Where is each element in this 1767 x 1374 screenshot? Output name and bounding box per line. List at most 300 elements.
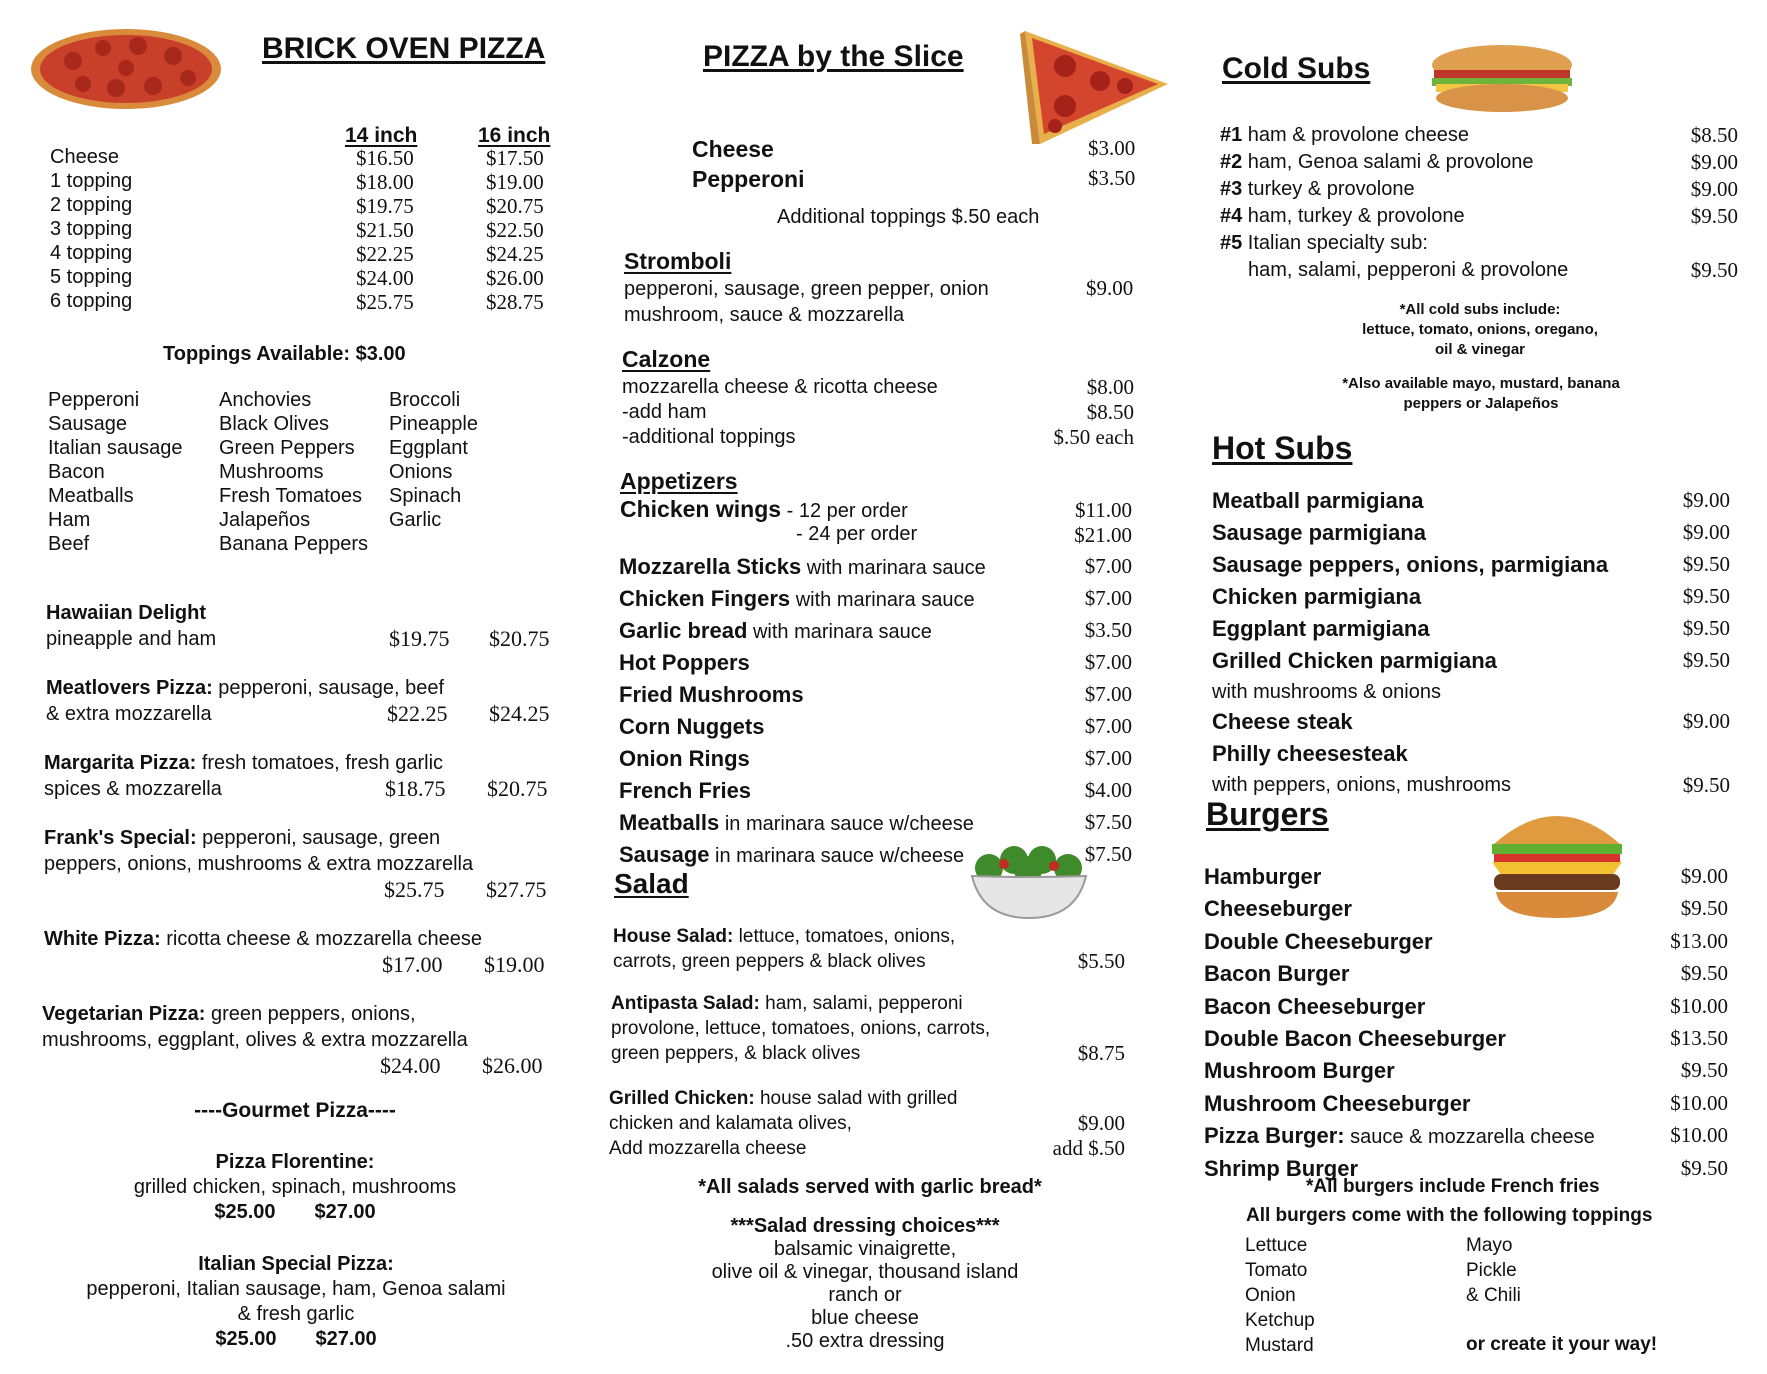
- burger-topping: Tomato: [1245, 1260, 1308, 1281]
- appetizer-item: [619, 616, 1132, 648]
- gourmet-desc: pepperoni, Italian sausage, ham, Genoa salami: [86, 1278, 506, 1300]
- price-16: $20.75: [487, 776, 548, 801]
- appetizer-list: [619, 552, 1132, 872]
- salad-desc: house salad with grilled: [754, 1088, 958, 1109]
- appetizer-price: $7.50: [1084, 810, 1132, 834]
- hot-sub-name: Grilled Chicken parmigiana: [1212, 648, 1497, 673]
- cold-sub-price: $8.50: [1690, 123, 1738, 147]
- toppings-column-3: [389, 388, 478, 532]
- cold-sub-price: $9.50: [1690, 204, 1738, 228]
- burger-toppings-left: [1245, 1233, 1315, 1358]
- burger-item: [1204, 894, 1728, 926]
- salad-desc: chicken and kalamata olives,: [609, 1113, 852, 1134]
- appetizer-price: $3.50: [1084, 618, 1132, 642]
- burger-topping: Pickle: [1466, 1260, 1517, 1281]
- wings-option: - 12 per order: [781, 500, 908, 522]
- calzone-text: -add ham: [622, 401, 707, 423]
- burgers-list: [1204, 862, 1728, 1186]
- sub-sandwich-image: [1428, 40, 1576, 116]
- topping-item: Meatballs: [48, 485, 134, 507]
- hot-sub-name: Sausage parmigiana: [1212, 520, 1426, 545]
- hot-subs-title: Hot Subs: [1212, 430, 1353, 466]
- burger-toppings-right: [1466, 1233, 1521, 1308]
- salad-name: Antipasta Salad:: [611, 993, 760, 1014]
- cold-sub-name: Italian specialty sub:: [1242, 232, 1428, 254]
- price-16: $20.75: [486, 194, 544, 218]
- salad-price: $8.75: [1077, 1041, 1125, 1065]
- hot-sub-name: Sausage peppers, onions, parmigiana: [1212, 552, 1609, 577]
- burger-name: Cheeseburger: [1204, 896, 1352, 922]
- burger-price: $10.00: [1670, 1090, 1728, 1115]
- size-name: 3 topping: [50, 218, 133, 240]
- dressing-item: blue cheese: [811, 1307, 919, 1329]
- burger-name: Double Bacon Cheeseburger: [1204, 1026, 1506, 1052]
- appetizer-item: [619, 584, 1132, 616]
- cold-sub-name: ham & provolone cheese: [1242, 124, 1470, 146]
- burger-topping: Mustard: [1245, 1335, 1314, 1356]
- appetizer-price: $4.00: [1084, 778, 1132, 802]
- price-14: $18.00: [356, 170, 414, 194]
- burgers-title: Burgers: [1206, 796, 1329, 832]
- calzone-row: [622, 375, 1134, 400]
- appetizer-name: Corn Nuggets: [619, 714, 765, 739]
- calzone-title: Calzone: [622, 346, 711, 372]
- appetizer-item: [619, 840, 1132, 872]
- appetizer-item: [619, 648, 1132, 680]
- price-16: $26.00: [486, 266, 544, 290]
- burger-note-fries: *All burgers include French fries: [1306, 1176, 1600, 1197]
- salad-desc: green peppers, & black olives: [611, 1043, 861, 1064]
- calzone-text: mozzarella cheese & ricotta cheese: [622, 376, 938, 398]
- topping-item: Sausage: [48, 413, 127, 435]
- cold-sub-item: [1220, 149, 1738, 176]
- toppings-column-1: [48, 388, 183, 556]
- wings-item: [620, 496, 1132, 550]
- note-line: lettuce, tomato, onions, oregano,: [1362, 321, 1598, 338]
- cold-sub-number: #2: [1220, 151, 1243, 173]
- gourmet-desc: grilled chicken, spinach, mushrooms: [133, 1176, 457, 1198]
- burger-note-toppings: All burgers come with the following toppings: [1246, 1205, 1653, 1226]
- stromboli-line: pepperoni, sausage, green pepper, onion: [624, 278, 989, 300]
- burger-item: [1204, 1056, 1728, 1088]
- cold-subs-extras-note: [1296, 374, 1666, 414]
- calzone-text: -additional toppings: [622, 426, 796, 448]
- appetizer-name: French Fries: [619, 778, 752, 803]
- create-your-own: or create it your way!: [1466, 1334, 1658, 1355]
- topping-item: Green Peppers: [219, 437, 355, 459]
- appetizer-price: $7.00: [1084, 554, 1132, 578]
- dressing-box: [620, 1215, 1110, 1353]
- price-14: $22.25: [387, 701, 448, 726]
- hot-sub-item: [1212, 614, 1730, 646]
- toppings-title: Toppings Available: $3.00: [163, 343, 406, 365]
- cold-subs-note: [1320, 300, 1640, 360]
- price-16: $24.25: [486, 242, 544, 266]
- topping-item: Eggplant: [389, 437, 468, 459]
- burger-name: Bacon Burger: [1204, 961, 1350, 987]
- price-16: $19.00: [486, 170, 544, 194]
- gourmet-desc: & fresh garlic: [237, 1303, 355, 1325]
- size-row: [50, 218, 570, 242]
- stromboli-line: mushroom, sauce & mozzarella: [624, 304, 905, 326]
- stromboli-price: $9.00: [1086, 276, 1134, 300]
- slice-cheese-price: $3.00: [1088, 136, 1136, 160]
- specialty-margarita: [44, 750, 564, 802]
- hot-subs-list: [1212, 486, 1730, 801]
- salad-grilled-chicken: [609, 1086, 1125, 1161]
- toppings-column-2: [219, 388, 368, 556]
- burger-price: $10.00: [1670, 1123, 1728, 1148]
- topping-item: Italian sausage: [48, 437, 183, 459]
- slice-pepperoni-price: $3.50: [1088, 166, 1136, 190]
- gourmet-name: Italian Special Pizza:: [198, 1253, 394, 1275]
- cold-sub-item: [1220, 230, 1738, 257]
- appetizer-item: [619, 680, 1132, 712]
- hot-sub-price: $9.50: [1682, 616, 1730, 640]
- gourmet-name: Pizza Florentine:: [215, 1151, 375, 1173]
- hot-sub-name: Cheese steak: [1212, 709, 1353, 734]
- burger-name: Pizza Burger:: [1204, 1123, 1345, 1149]
- salad-title: Salad: [614, 868, 689, 899]
- topping-item: Beef: [48, 533, 90, 555]
- price-14: $18.75: [385, 776, 446, 801]
- hot-sub-price: $9.50: [1682, 584, 1730, 608]
- specialty-desc: fresh tomatoes, fresh garlic: [196, 752, 444, 774]
- salad-price-addon: add $.50: [1052, 1136, 1125, 1160]
- cold-sub-number: #3: [1220, 178, 1243, 200]
- appetizer-item: [619, 808, 1132, 840]
- calzone-price: $8.50: [1086, 400, 1134, 424]
- brick-oven-title: BRICK OVEN PIZZA: [262, 32, 546, 65]
- appetizer-price: $7.50: [1084, 842, 1132, 866]
- salad-desc: provolone, lettuce, tomatoes, onions, carrots,: [611, 1018, 991, 1039]
- hot-sub-price: $9.00: [1682, 709, 1730, 733]
- price-16: $28.75: [486, 290, 544, 314]
- burger-price: $9.50: [1680, 1155, 1728, 1180]
- hot-sub-desc: with mushrooms & onions: [1212, 681, 1441, 703]
- price-16: $17.50: [486, 146, 544, 170]
- burger-name: Mushroom Cheeseburger: [1204, 1090, 1471, 1116]
- appetizer-name: Hot Poppers: [619, 650, 750, 675]
- topping-item: Bacon: [48, 461, 105, 483]
- hot-sub-name: Meatball parmigiana: [1212, 488, 1424, 513]
- appetizer-name: Garlic bread: [619, 618, 748, 643]
- calzone-row: [622, 400, 1134, 425]
- topping-item: Anchovies: [219, 389, 312, 411]
- hot-sub-name: Eggplant parmigiana: [1212, 616, 1430, 641]
- burger-item: [1204, 1121, 1728, 1153]
- size-row: [50, 146, 570, 170]
- slice-cheese: Cheese: [692, 136, 774, 162]
- slice-pepperoni: Pepperoni: [692, 166, 805, 192]
- specialty-white: [44, 926, 574, 980]
- specialty-name: Hawaiian Delight: [46, 602, 207, 624]
- price-16: $20.75: [489, 626, 550, 651]
- appetizer-name: Meatballs: [619, 810, 720, 835]
- price-16: $27.00: [315, 1328, 377, 1350]
- gourmet-florentine: [60, 1150, 530, 1225]
- appetizer-price: $7.00: [1084, 650, 1132, 674]
- size-name: 1 topping: [50, 170, 133, 192]
- wings-price: $21.00: [1074, 523, 1132, 547]
- calzone-price: $.50 each: [1053, 425, 1134, 449]
- price-14: $25.00: [214, 1201, 276, 1223]
- appetizer-name: Sausage: [619, 842, 710, 867]
- salad-name: House Salad:: [613, 926, 734, 947]
- salad-desc: ham, salami, pepperoni: [759, 993, 963, 1014]
- burger-name: Hamburger: [1204, 864, 1322, 889]
- size-row: [50, 170, 570, 194]
- cold-sub-number: #4: [1220, 205, 1243, 227]
- appetizer-desc: with marinara sauce: [801, 557, 986, 579]
- appetizer-desc: in marinara sauce w/cheese: [709, 845, 965, 867]
- size-row: [50, 194, 570, 218]
- topping-item: Garlic: [389, 509, 442, 531]
- burger-price: $9.50: [1680, 961, 1728, 986]
- topping-item: Broccoli: [389, 389, 461, 411]
- cold-sub-number: #1: [1220, 124, 1243, 146]
- specialty-name: White Pizza:: [44, 928, 161, 950]
- pizza-slice-image: [1020, 26, 1172, 148]
- burger-desc: sauce & mozzarella cheese: [1344, 1126, 1595, 1149]
- appetizer-item: [619, 712, 1132, 744]
- burger-item: [1204, 959, 1728, 991]
- burger-topping: Onion: [1245, 1285, 1296, 1306]
- topping-item: Pepperoni: [48, 389, 140, 411]
- appetizer-name: Mozzarella Sticks: [619, 554, 802, 579]
- specialty-desc: spices & mozzarella: [44, 778, 222, 800]
- hot-sub-item: [1212, 486, 1730, 518]
- price-16: $19.00: [484, 952, 545, 977]
- specialty-name: Margarita Pizza:: [44, 752, 197, 774]
- price-14: $16.50: [356, 146, 414, 170]
- price-16: $24.25: [489, 701, 550, 726]
- salad-house: [613, 924, 1125, 974]
- appetizer-desc: with marinara sauce: [747, 621, 932, 643]
- price-16: $26.00: [482, 1053, 543, 1078]
- burger-price: $9.00: [1680, 864, 1728, 888]
- size-row: [50, 242, 570, 266]
- burger-item: [1204, 862, 1728, 894]
- dressing-title: ***Salad dressing choices***: [730, 1215, 1000, 1237]
- hot-sub-item: [1212, 550, 1730, 582]
- cold-sub-price: $9.00: [1690, 150, 1738, 174]
- hot-sub-price: $9.50: [1682, 773, 1730, 797]
- note-line: *All cold subs include:: [1399, 301, 1561, 318]
- salad-desc: Add mozzarella cheese: [609, 1138, 807, 1159]
- size-name: 5 topping: [50, 266, 133, 288]
- hot-sub-price: $9.00: [1682, 488, 1730, 512]
- appetizer-price: $7.00: [1084, 714, 1132, 738]
- appetizer-item: [619, 552, 1132, 584]
- size-price-table: [50, 146, 570, 314]
- slice-note: Additional toppings $.50 each: [777, 206, 1040, 228]
- cold-sub-name: ham, Genoa salami & provolone: [1242, 151, 1534, 173]
- appetizer-price: $7.00: [1084, 586, 1132, 610]
- topping-item: Jalapeños: [219, 509, 311, 531]
- specialty-vegetarian: [42, 1001, 572, 1081]
- hot-sub-name: Philly cheesesteak: [1212, 741, 1408, 766]
- hot-sub-name: Chicken parmigiana: [1212, 584, 1422, 609]
- burger-name: Bacon Cheeseburger: [1204, 993, 1426, 1019]
- burger-price: $13.00: [1670, 928, 1728, 953]
- burger-price: $9.50: [1680, 1058, 1728, 1083]
- price-14: $22.25: [356, 242, 414, 266]
- note-line: *Also available mayo, mustard, banana: [1342, 375, 1620, 392]
- topping-item: Banana Peppers: [219, 533, 369, 555]
- cold-sub-price: $9.00: [1690, 177, 1738, 201]
- hot-sub-price: $9.00: [1682, 520, 1730, 544]
- appetizer-price: $7.00: [1084, 682, 1132, 706]
- appetizer-desc: with marinara sauce: [790, 589, 975, 611]
- specialty-name: Vegetarian Pizza:: [42, 1003, 206, 1025]
- stromboli-title: Stromboli: [624, 248, 732, 274]
- topping-item: Spinach: [389, 485, 462, 507]
- cold-sub-name: turkey & provolone: [1242, 178, 1415, 200]
- salad-price: $9.00: [1077, 1111, 1125, 1135]
- cold-sub-item: [1220, 257, 1738, 284]
- salad-desc: lettuce, tomatoes, onions,: [733, 926, 956, 947]
- salad-desc: carrots, green peppers & black olives: [613, 951, 926, 972]
- size-name: Cheese: [50, 146, 119, 168]
- size-name: 2 topping: [50, 194, 133, 216]
- appetizer-name: Fried Mushrooms: [619, 682, 804, 707]
- specialty-desc: peppers, onions, mushrooms & extra mozzarella: [44, 853, 474, 875]
- burger-price: $13.50: [1670, 1026, 1728, 1051]
- specialty-name: Frank's Special:: [44, 827, 197, 849]
- price-16: $22.50: [486, 218, 544, 242]
- price-14: $17.00: [382, 952, 443, 977]
- hot-sub-item: [1212, 739, 1730, 771]
- topping-item: Mushrooms: [219, 461, 324, 483]
- burger-topping: Ketchup: [1245, 1310, 1315, 1331]
- salad-price: $5.50: [1077, 949, 1125, 973]
- size-row: [50, 290, 570, 314]
- burger-item: [1204, 927, 1728, 959]
- burger-name: Shrimp Burger: [1204, 1155, 1359, 1181]
- price-14: $24.00: [356, 266, 414, 290]
- wings-option: - 24 per order: [796, 523, 918, 545]
- size-row: [50, 266, 570, 290]
- size-name: 4 topping: [50, 242, 133, 264]
- calzone-price: $8.00: [1086, 375, 1134, 399]
- cold-subs-title: Cold Subs: [1222, 52, 1371, 85]
- price-14: $24.00: [380, 1053, 441, 1078]
- specialty-hawaiian: [46, 600, 566, 652]
- cold-sub-item: [1220, 176, 1738, 203]
- price-16: $27.75: [486, 877, 547, 902]
- price-14: $19.75: [389, 626, 450, 651]
- specialty-desc: & extra mozzarella: [46, 703, 212, 725]
- cold-sub-number: #5: [1220, 232, 1243, 254]
- burger-name: Mushroom Burger: [1204, 1058, 1395, 1084]
- size-header-16: 16 inch: [478, 124, 551, 147]
- appetizer-name: Chicken Fingers: [619, 586, 791, 611]
- specialty-meatlovers: [46, 675, 566, 727]
- dressing-item: .50 extra dressing: [785, 1330, 945, 1352]
- specialty-desc: mushrooms, eggplant, olives & extra mozzarella: [42, 1029, 468, 1051]
- gourmet-title: ----Gourmet Pizza----: [194, 1099, 396, 1122]
- burger-price: $9.50: [1680, 896, 1728, 921]
- specialty-desc: pepperoni, sausage, beef: [212, 677, 445, 699]
- price-14: $19.75: [356, 194, 414, 218]
- topping-item: Onions: [389, 461, 453, 483]
- specialty-desc: ricotta cheese & mozzarella cheese: [160, 928, 482, 950]
- hot-sub-item: [1212, 707, 1730, 739]
- hot-sub-desc: with peppers, onions, mushrooms: [1212, 774, 1512, 796]
- topping-item: Ham: [48, 509, 91, 531]
- pizza-image: [28, 26, 224, 112]
- hot-sub-item: [1212, 518, 1730, 550]
- stromboli-desc: [624, 276, 989, 328]
- cold-sub-name: ham, salami, pepperoni & provolone: [1248, 259, 1569, 281]
- wings-price: $11.00: [1075, 498, 1132, 522]
- cold-sub-item: [1220, 122, 1738, 149]
- calzone-list: [622, 375, 1134, 450]
- specialty-name: Meatlovers Pizza:: [46, 677, 213, 699]
- dressing-item: balsamic vinaigrette,: [773, 1238, 957, 1260]
- hot-sub-item: [1212, 646, 1730, 678]
- burger-item: [1204, 1024, 1728, 1056]
- slice-title: PIZZA by the Slice: [703, 40, 964, 73]
- hot-sub-price: $9.50: [1682, 552, 1730, 576]
- note-line: oil & vinegar: [1434, 341, 1526, 358]
- salad-antipasta: [611, 991, 1125, 1066]
- price-14: $21.50: [356, 218, 414, 242]
- size-header-14: 14 inch: [345, 124, 418, 147]
- wings-name: Chicken wings: [620, 496, 782, 522]
- price-14: $25.00: [215, 1328, 277, 1350]
- hot-sub-price: $9.50: [1682, 648, 1730, 672]
- specialty-desc: pineapple and ham: [46, 628, 217, 650]
- cold-sub-item: [1220, 203, 1738, 230]
- specialty-franks: [44, 825, 574, 905]
- appetizer-item: [619, 744, 1132, 776]
- price-14: $25.75: [356, 290, 414, 314]
- burger-item: [1204, 992, 1728, 1024]
- specialty-desc: green peppers, onions,: [205, 1003, 416, 1025]
- cold-sub-price: $9.50: [1690, 258, 1738, 282]
- appetizer-desc: in marinara sauce w/cheese: [719, 813, 974, 835]
- price-16: $27.00: [314, 1201, 376, 1223]
- hot-sub-item: [1212, 582, 1730, 614]
- price-14: $25.75: [384, 877, 445, 902]
- calzone-row: [622, 425, 1134, 450]
- topping-item: Fresh Tomatoes: [219, 485, 363, 507]
- burger-price: $10.00: [1670, 993, 1728, 1018]
- appetizer-item: [619, 776, 1132, 808]
- note-line: peppers or Jalapeños: [1403, 395, 1559, 412]
- topping-item: Pineapple: [389, 413, 478, 435]
- salad-note: *All salads served with garlic bread*: [698, 1176, 1042, 1198]
- cold-subs-list: [1220, 122, 1738, 284]
- topping-item: Black Olives: [219, 413, 330, 435]
- dressing-item: ranch or: [828, 1284, 902, 1306]
- burger-item: [1204, 1089, 1728, 1121]
- burger-name: Double Cheeseburger: [1204, 928, 1433, 954]
- burger-topping: & Chili: [1466, 1285, 1521, 1306]
- cold-sub-name: ham, turkey & provolone: [1242, 205, 1465, 227]
- specialty-desc: pepperoni, sausage, green: [196, 827, 441, 849]
- salad-name: Grilled Chicken:: [609, 1088, 755, 1109]
- burger-topping: Lettuce: [1245, 1235, 1308, 1256]
- size-name: 6 topping: [50, 290, 133, 312]
- gourmet-italian-special: [46, 1252, 546, 1352]
- dressing-item: olive oil & vinegar, thousand island: [711, 1261, 1019, 1283]
- burger-topping: Mayo: [1466, 1235, 1513, 1256]
- appetizer-price: $7.00: [1084, 746, 1132, 770]
- appetizers-title: Appetizers: [620, 468, 738, 494]
